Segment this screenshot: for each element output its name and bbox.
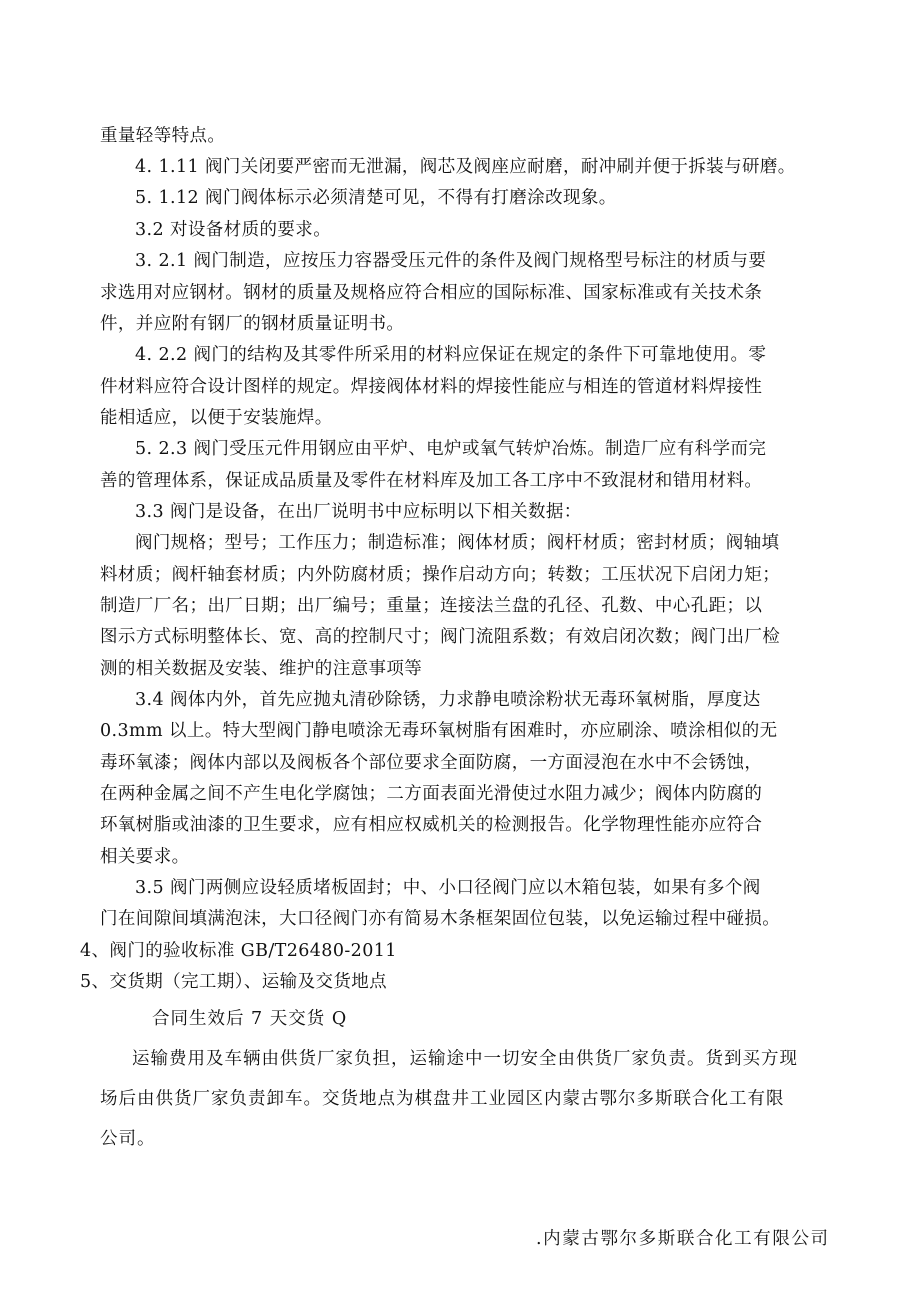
section-heading: 3.4 阀体内外，首先应抛丸清砂除锈，力求静电喷涂粉状无毒环氧树脂，厚度达 <box>135 690 761 710</box>
text-line: 在两种金属之间不产生电化学腐蚀；二方面表面光滑使过水阻力减少；阀体内防腐的 <box>100 784 763 804</box>
section-heading: 3.2 对设备材质的要求。 <box>135 220 332 240</box>
section-heading: 3.5 阀门两侧应设轻质堵板固封；中、小口径阀门应以木箱包装，如果有多个阀 <box>135 878 761 898</box>
text-line: 公司。 <box>100 1129 156 1149</box>
text-line: 5. 1.12 阀门阀体标示必须清楚可见，不得有打磨涂改现象。 <box>135 188 617 208</box>
text-line: 料材质；阀杆轴套材质；内外防腐材质；操作启动方向；转数；工压状况下启闭力矩； <box>100 565 781 585</box>
text-line: 4. 2.2 阀门的结构及其零件所采用的材料应保证在规定的条件下可靠地使用。零 <box>135 345 767 365</box>
text-line: 场后由供货厂家负责卸车。交货地点为棋盘井工业园区内蒙古鄂尔多斯联合化工有限 <box>100 1089 785 1109</box>
text-line: 3. 2.1 阀门制造，应按压力容器受压元件的条件及阀门规格型号标注的材质与要 <box>135 251 767 271</box>
text-line: 4. 1.11 阀门关闭要严密而无泄漏，阀芯及阀座应耐磨，耐冲刷并便于拆装与研磨。 <box>135 157 796 177</box>
text-line: 相关要求。 <box>100 847 190 867</box>
text-line: 善的管理体系，保证成品质量及零件在材料库及加工各工序中不致混材和错用材料。 <box>100 471 763 491</box>
text-line: 件材料应符合设计图样的规定。焊接阀体材料的焊接性能应与相连的管道材料焊接性 <box>100 377 763 397</box>
text-line: 制造厂厂名；出厂日期；出厂编号；重量；连接法兰盘的孔径、孔数、中心孔距；以 <box>100 596 763 616</box>
text-line: 求选用对应钢材。钢材的质量及规格应符合相应的国际标准、国家标准或有关技术条 <box>100 283 763 303</box>
text-line: 图示方式标明整体长、宽、高的控制尺寸；阀门流阻系数；有效启闭次数；阀门出厂检 <box>100 627 781 647</box>
text-line: 5. 2.3 阀门受压元件用钢应由平炉、电炉或氧气转炉冶炼。制造厂应有科学而完 <box>135 439 767 459</box>
text-line: 重量轻等特点。 <box>100 126 226 146</box>
section-heading: 3.3 阀门是设备，在出厂说明书中应标明以下相关数据： <box>135 502 582 522</box>
text-line: 测的相关数据及安装、维护的注意事项等 <box>100 659 423 679</box>
text-line: 件，并应附有钢厂的钢材质量证明书。 <box>100 314 405 334</box>
text-line: 0.3mm 以上。特大型阀门静电喷涂无毒环氧树脂有困难时，亦应刷涂、喷涂相似的无 <box>100 721 778 741</box>
text-line: 门在间隙间填满泡沫，大口径阀门亦有简易木条框架固位包装，以免运输过程中碰损。 <box>100 909 781 929</box>
text-line: 运输费用及车辆由供货厂家负担，运输途中一切安全由供货厂家负责。货到买方现 <box>132 1049 798 1069</box>
section-heading: 4、阀门的验收标准 GB/T26480-2011 <box>80 941 397 961</box>
text-line: 能相适应，以便于安装施焊。 <box>100 408 333 428</box>
section-heading: 5、交货期（完工期）、运输及交货地点 <box>80 972 388 992</box>
text-line: 环氧树脂或油漆的卫生要求，应有相应权威机关的检测报告。化学物理性能亦应符合 <box>100 815 763 835</box>
text-line: 阀门规格；型号；工作压力；制造标准；阀体材质；阀杆材质；密封材质；阀轴填 <box>135 533 780 553</box>
text-line: 毒环氧漆；阀体内部以及阀板各个部位要求全面防腐，一方面浸泡在水中不会锈蚀， <box>100 753 763 773</box>
company-signature: .内蒙古鄂尔多斯联合化工有限公司 <box>536 1229 830 1249</box>
delivery-line: 合同生效后 7 天交货 Q <box>152 1009 348 1029</box>
